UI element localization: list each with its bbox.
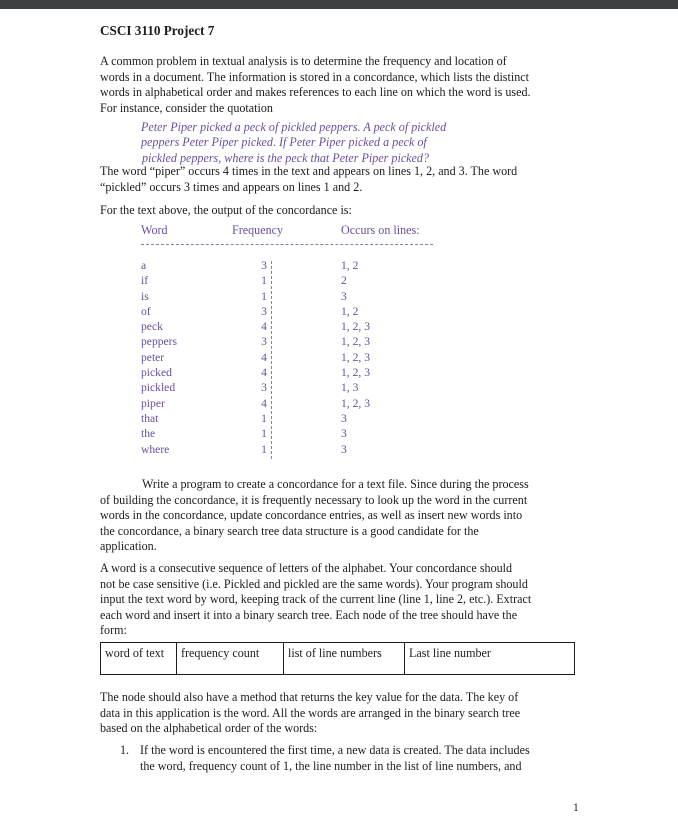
program-line: of building the concordance, it is frequently necessary to look up the word in the current	[100, 492, 528, 507]
table-row-lines: 1, 2, 3	[341, 366, 370, 380]
table-row-frequency: 1	[261, 274, 267, 288]
program-line: application.	[100, 539, 157, 554]
table-row-lines: 1, 3	[341, 381, 359, 395]
table-row-lines: 3	[341, 411, 347, 425]
table-row-lines: 1, 2, 3	[341, 396, 370, 410]
word-column	[141, 258, 177, 457]
table-row-word: that	[141, 411, 159, 425]
header-frequency: Frequency	[232, 223, 284, 237]
table-row-word: peck	[141, 320, 163, 334]
word-def-line: form:	[100, 623, 127, 638]
list-item-number: 1.	[120, 743, 130, 757]
table-row-word: where	[141, 442, 170, 456]
table-row-lines: 3	[341, 442, 347, 456]
header-word: Word	[141, 223, 168, 237]
list-item-line: If the word is encountered the first time, a new data is created. The data includes	[140, 743, 530, 757]
frequency-column	[258, 258, 270, 457]
header-divider	[141, 244, 433, 245]
table-row-word: of	[141, 304, 151, 318]
table-row-frequency: 4	[261, 396, 267, 410]
node-field-word: word of text	[105, 646, 165, 660]
table-row-word: the	[141, 427, 156, 441]
table-row-lines: 1, 2, 3	[341, 335, 370, 349]
table-row-word: is	[141, 289, 149, 303]
quotation-block	[141, 120, 446, 166]
quote-line: peppers Peter Piper picked. If Peter Piper picked a peck of	[141, 135, 427, 150]
table-row-frequency: 3	[261, 304, 267, 318]
word-def-line: A word is a consecutive sequence of letters of the alphabet. Your concordance should	[100, 561, 513, 575]
table-row-frequency: 1	[261, 442, 267, 456]
table-row-word: pickled	[141, 381, 176, 395]
table-row-frequency: 1	[261, 411, 267, 425]
intro-line: A common problem in textual analysis is to determine the frequency and location of	[100, 54, 507, 68]
list-item-text	[140, 743, 530, 774]
table-row-word: picked	[141, 366, 172, 380]
viewer-top-bar	[0, 0, 678, 9]
output-intro	[100, 203, 580, 219]
program-line: the concordance, a binary search tree data structure is a good candidate for the	[100, 523, 479, 538]
word-definition-paragraph	[100, 561, 580, 639]
table-row-lines: 1, 2	[341, 259, 359, 272]
program-line: Write a program to create a concordance for a text file. Since during the process	[142, 477, 529, 491]
node-field-frequency: frequency count	[176, 643, 283, 674]
output-intro-text: For the text above, the output of the concordance is:	[100, 203, 352, 217]
table-row-frequency: 4	[261, 366, 267, 380]
table-row-lines: 2	[341, 274, 347, 288]
intro-line: words in alphabetical order and makes references to each line on which the word is used.	[100, 85, 531, 100]
intro-paragraph	[100, 54, 580, 116]
node-method-line: data in this application is the word. All the words are arranged in the binary search tree	[100, 705, 521, 720]
program-paragraph	[100, 477, 580, 555]
table-row-word: peppers	[141, 335, 178, 349]
program-line: words in the concordance, update concordance entries, as well as insert new words into	[100, 508, 523, 523]
table-row-lines: 1, 2, 3	[341, 350, 370, 364]
node-field-line-list: list of line numbers	[283, 643, 404, 674]
word-def-line: each word and insert it into a binary search tree. Each node of the tree should have the	[100, 607, 518, 622]
node-method-line: based on the alphabetical order of the words:	[100, 721, 318, 736]
table-row-frequency: 1	[261, 427, 267, 441]
table-row-lines: 1, 2	[341, 304, 359, 318]
table-row-frequency: 4	[261, 350, 267, 364]
node-field-last-line: Last line number	[404, 643, 574, 674]
node-method-line: The node should also have a method that returns the key value for the data. The key of	[100, 690, 519, 704]
table-row-lines: 3	[341, 427, 347, 441]
explanation-paragraph	[100, 164, 580, 195]
explain-line: The word “piper” occurs 4 times in the text and appears on lines 1, 2, and 3. The word	[100, 164, 518, 178]
quote-line: Peter Piper picked a peck of pickled peppers. A peck of pickled	[141, 120, 447, 134]
explain-line: “pickled” occurs 3 times and appears on lines 1 and 2.	[100, 179, 363, 194]
header-occurs-on-lines: Occurs on lines:	[341, 223, 420, 237]
node-form-table	[100, 642, 575, 675]
node-method-paragraph	[100, 690, 580, 737]
intro-line: For instance, consider the quotation	[100, 100, 273, 115]
column-divider	[271, 261, 272, 459]
document-page	[0, 9, 678, 821]
intro-line: words in a document. The information is stored in a concordance, which lists the distinct	[100, 69, 530, 84]
table-row-word: if	[141, 274, 149, 288]
quote-line: pickled peppers, where is the peck that Peter Piper picked?	[142, 150, 430, 165]
table-row-word: a	[141, 259, 147, 272]
table-row-frequency: 3	[261, 259, 267, 272]
list-item-line: the word, frequency count of 1, the line number in the list of line numbers, and	[140, 758, 522, 773]
page-number: 1	[573, 801, 579, 814]
table-row-frequency: 3	[261, 335, 267, 349]
lines-column	[341, 258, 370, 457]
word-def-line: not be case sensitive (i.e. Pickled and pickled are the same words). Your program should	[100, 576, 528, 591]
table-row-frequency: 3	[261, 381, 267, 395]
table-row-lines: 1, 2, 3	[341, 320, 370, 334]
page-title: CSCI 3110 Project 7	[100, 23, 215, 38]
word-def-line: input the text word by word, keeping track of the current line (line 1, line 2, etc.). Extract	[100, 592, 532, 607]
table-row-lines: 3	[341, 289, 347, 303]
table-row-frequency: 1	[261, 289, 267, 303]
table-row-word: piper	[141, 396, 165, 410]
table-row-word: peter	[141, 350, 165, 364]
table-row-frequency: 4	[261, 320, 267, 334]
